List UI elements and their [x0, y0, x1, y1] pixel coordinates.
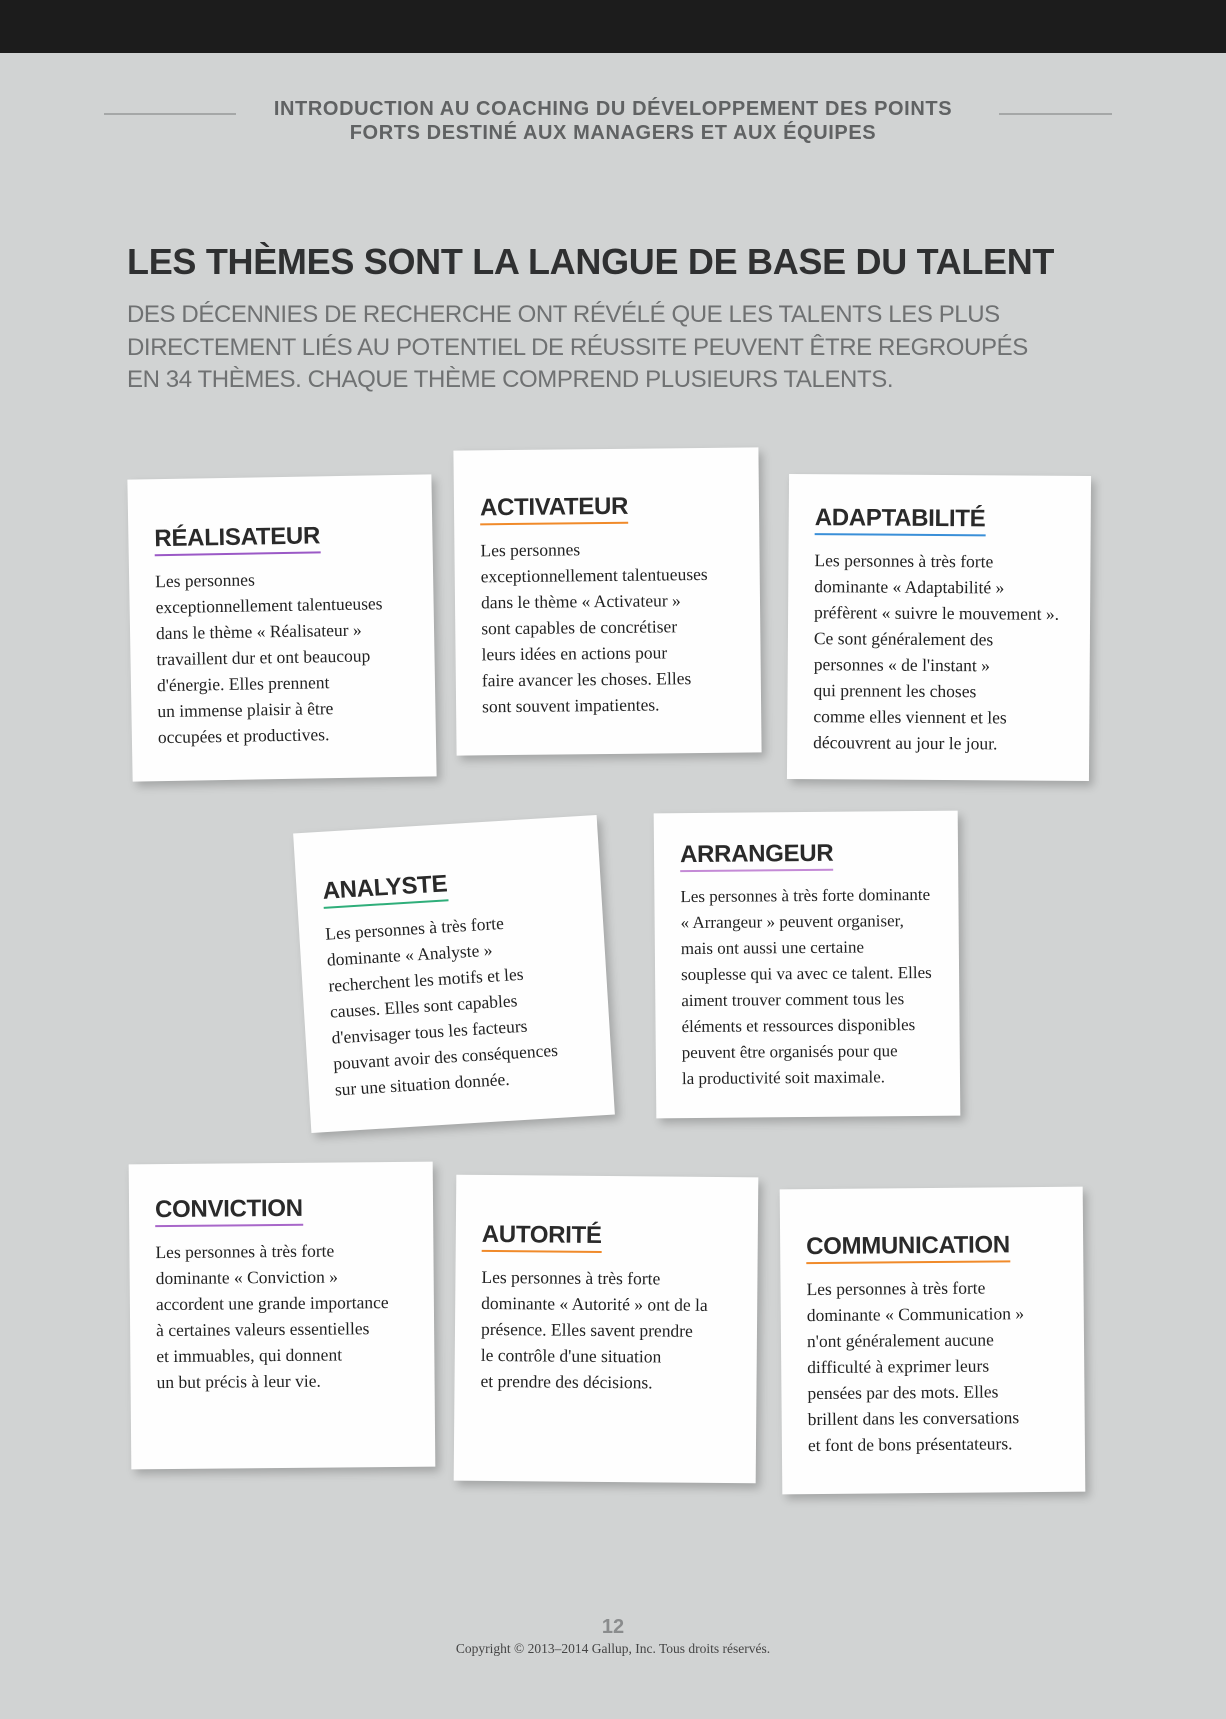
theme-card-activateur — [453, 447, 761, 755]
header-rule-right — [999, 113, 1112, 115]
card-title: ACTIVATEUR — [480, 493, 628, 526]
theme-card-autorite — [454, 1175, 759, 1484]
theme-card-analyste — [293, 815, 615, 1133]
top-bar — [0, 0, 1226, 53]
section-subtitle: DES DÉCENNIES DE RECHERCHE ONT RÉVÉLÉ QUE LES TALENTS LES PLUS DIRECTEMENT LIÉS AU POTENTIEL DE RÉUSSITE PEUVENT ÊTRE REGROUPÉS EN 34 THÈMES. CHAQUE THÈME COMPREND PLUSIEURS TALENTS. — [127, 301, 1028, 393]
card-text: Les personnes exceptionnellement talentueuses dans le thème « Réalisateur » travaillent dur et ont beaucoup d'énergie. Elles prennent un immense plaisir à être occupées et productives. — [154, 569, 383, 748]
card-title: COMMUNICATION — [806, 1231, 1010, 1264]
header-rule-left — [104, 113, 236, 115]
copyright-notice: Copyright © 2013–2014 Gallup, Inc. Tous droits réservés. — [455, 1641, 771, 1656]
card-text: Les personnes à très forte dominante « Adaptabilité » préfèrent « suivre le mouvement ». Ce sont généralement des personnes « de l'instant » qui prennent les choses comme elles viennent et les découvrent au jour le jour. — [813, 550, 1060, 754]
card-title: AUTORITÉ — [482, 1221, 602, 1253]
page-number: 12 — [601, 1616, 625, 1638]
running-header-line-2: FORTS DESTINÉ AUX MANAGERS ET AUX ÉQUIPES — [349, 122, 877, 144]
card-title: ANALYSTE — [322, 870, 448, 909]
theme-card-adaptabilite — [787, 474, 1091, 781]
card-text: Les personnes à très forte dominante « Communication » n'ont généralement aucune difficulté à exprimer leurs pensées par des mots. Elles brillent dans les conversations et font de bons présentateurs. — [806, 1277, 1025, 1456]
card-title: ADAPTABILITÉ — [815, 504, 986, 536]
card-title: CONVICTION — [155, 1195, 303, 1227]
card-text: Les personnes à très forte dominante « Analyste » recherchent les motifs et les causes. Elles sont capables d'envisager tous les facteurs pouvant avoir des conséquences sur une situation donnée. — [324, 912, 559, 1100]
running-header-line-1: INTRODUCTION AU COACHING DU DÉVELOPPEMENT DES POINTS — [273, 98, 953, 120]
running-header — [240, 97, 986, 145]
theme-card-conviction — [129, 1162, 436, 1470]
section-title: LES THÈMES SONT LA LANGUE DE BASE DU TALENT — [127, 241, 1055, 282]
theme-card-arrangeur — [654, 811, 961, 1119]
card-text: Les personnes à très forte dominante « Conviction » accordent une grande importance à certaines valeurs essentielles et immuables, qui donnent un but précis à leur vie. — [155, 1240, 389, 1393]
card-text: Les personnes à très forte dominante « Autorité » ont de la présence. Elles savent prendre le contrôle d'une situation et prendre des décisions. — [480, 1266, 708, 1393]
theme-card-communication — [780, 1187, 1086, 1495]
card-text: Les personnes à très forte dominante « Arrangeur » peuvent organiser, mais ont aussi une certaine souplesse qui va avec ce talent. Elles aiment trouver comment tous les éléments et ressources disponibles peuvent être organisés pour que la productivité soit maximale. — [680, 884, 932, 1089]
card-title: ARRANGEUR — [680, 840, 834, 872]
theme-card-realisateur — [127, 474, 436, 781]
card-text: Les personnes exceptionnellement talentueuses dans le thème « Activateur » sont capables de concrétiser leurs idées en actions pour faire avancer les choses. Elles sont souvent impatientes. — [480, 539, 708, 717]
card-title: RÉALISATEUR — [154, 522, 320, 556]
